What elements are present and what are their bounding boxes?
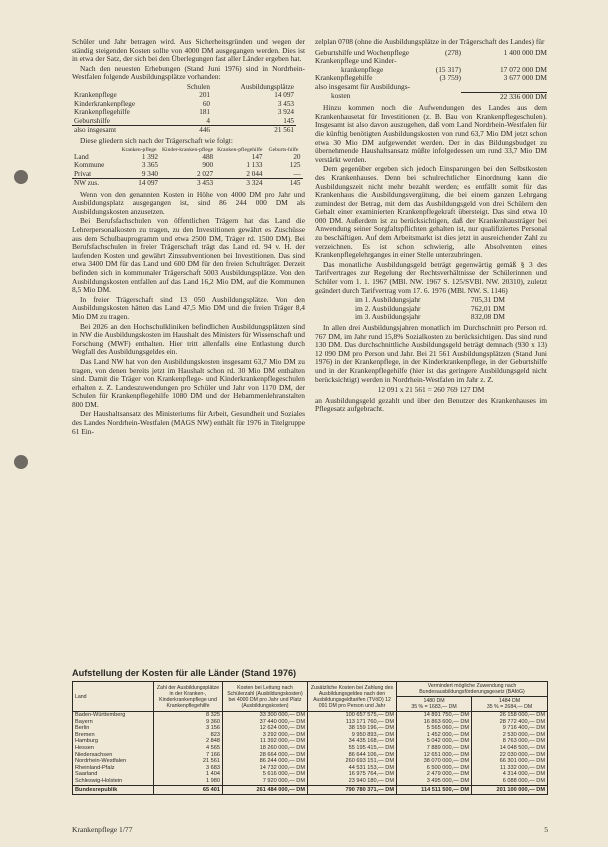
value-cell: 3 156 — [154, 725, 223, 732]
formula: 12 091 x 21 561 = 260 769 127 DM — [377, 385, 485, 395]
value-cell: 33 300 000,— DM — [223, 712, 308, 719]
table-cell: 3 453 — [160, 179, 215, 188]
value-cell: 100 657 575,— DM — [308, 712, 397, 719]
value-cell: 37 440 000,— DM — [223, 719, 308, 726]
journal-issue: Krankenpflege 1/77 — [72, 825, 133, 834]
punch-hole — [14, 170, 28, 184]
value-cell: 38 159 196,— DM — [308, 725, 397, 732]
table-cell: 181 — [199, 108, 210, 117]
value-cell: 9 716 400,— DM — [472, 725, 548, 732]
value-cell: 55 195 415,— DM — [308, 745, 397, 752]
land-cell: Schleswig-Holstein — [73, 778, 154, 785]
value-cell: 5 042 000,— DM — [397, 738, 472, 745]
table-cell: 60 — [202, 99, 210, 108]
punch-hole — [14, 455, 28, 469]
year-label: im 2. Ausbildungsjahr — [355, 303, 421, 313]
land-cell: Bundesrepublik — [73, 785, 154, 795]
value-cell: 2 479 000,— DM — [397, 771, 472, 778]
value-cell: 86 244 000,— DM — [223, 758, 308, 765]
value-cell: 9 950 893,— DM — [308, 732, 397, 739]
value-cell: 5 565 060,— DM — [397, 725, 472, 732]
paragraph: Nach den neuesten Erhebungen (Stand Juni 1976) sind in Nordrhein-Westfalen folgende Ausbildungsplätze vorhanden: — [72, 63, 305, 82]
table-row — [73, 771, 548, 778]
table-row — [72, 153, 303, 161]
table-header-cell: Geburts-hilfe — [268, 147, 299, 153]
year-value: 832,08 DM — [470, 312, 505, 322]
table-cell: 446 — [168, 126, 212, 135]
value-cell: 11 392 000,— DM — [223, 738, 308, 745]
paragraph: Schüler und Jahr betragen wird. Aus Sicherheitsgründen und wegen der ständig steigenden Kosten sollte von 4000 DM ausgegangen werden. Dies ist in etwa der Satz, der sich bei den Überlegungen fast aller Länder ergeben hat. — [72, 37, 305, 64]
table-subheader-cell — [472, 697, 548, 712]
year-value: 762,01 DM — [470, 303, 505, 313]
table-cell: NW zus. — [72, 179, 118, 188]
subheader-rate: 35 % = 1683,— DM — [411, 704, 457, 710]
table-header-cell: Kranken-pflege — [121, 147, 157, 153]
land-cell: Bayern — [73, 719, 154, 726]
value-cell: 65 401 — [154, 785, 223, 795]
value-cell: 5 616 000,— DM — [223, 771, 308, 778]
fund-value: 3 677 000 DM — [503, 73, 547, 83]
value-cell: 14 891 750,— DM — [397, 712, 472, 719]
value-cell: 823 — [154, 732, 223, 739]
value-cell: 8 763 000,— DM — [472, 738, 548, 745]
paragraph: Diese gliedern sich nach der Trägerschaft wie folgt: — [80, 136, 233, 146]
table-row — [72, 117, 296, 126]
value-cell: 6 088 000,— DM — [472, 778, 548, 785]
table-cell: 3 365 — [141, 161, 158, 170]
land-cell: Niedersachsen — [73, 752, 154, 759]
table-row — [72, 170, 303, 179]
value-cell: 7 889 000,— DM — [397, 745, 472, 752]
cost-table-body — [73, 712, 548, 795]
land-cell: Hessen — [73, 745, 154, 752]
value-cell: 18 260 000,— DM — [223, 745, 308, 752]
year-value: 705,31 DM — [470, 295, 505, 305]
value-cell: 6 500 000,— DM — [397, 765, 472, 772]
table-total-row — [72, 126, 296, 135]
land-cell: Hamburg — [73, 738, 154, 745]
value-cell: 113 171 760,— DM — [308, 719, 397, 726]
land-cell: Nordrhein-Westfalen — [73, 758, 154, 765]
training-places-table — [72, 83, 296, 134]
table-row — [72, 108, 296, 116]
fund-count: (3 759) — [439, 73, 461, 83]
fund-count: (15 317) — [435, 64, 461, 74]
page-number: 5 — [544, 825, 548, 834]
table-title: Aufstellung der Kosten für alle Länder (Stand 1976) — [72, 668, 297, 678]
paragraph: In allen drei Ausbildungsjahren monatlich im Durchschnitt pro Person rd. 767 DM, im Jahr rund 15,8% Sozialkosten zu berücksichtigen. Das sind rund 130 DM. Das durchschnittliche Ausbildungsgeld beträgt demnach (930 x 13) 12 090 DM pro Person und Jahr. Bei 21 561 Ausbildungsplätzen (Stand Juni 1976) in der Krankenpflege, in der Kinderkrankenpflege, in der Geburtshilfe und in der Krankenpflegehilfe (hier ist das geringere Ausbildungsgeld nicht berücksichtigt) werden in Nordrhein-Westfalen im Jahr z. Z. — [315, 323, 547, 384]
table-row — [73, 712, 548, 719]
table-cell: 125 — [289, 161, 301, 170]
value-cell: 23 940 180,— DM — [308, 778, 397, 785]
table-header-cell: Ausbildungsplätze — [240, 82, 294, 91]
fund-label: kosten — [331, 90, 351, 100]
table-cell: Kinderkrankenpflege — [74, 99, 136, 108]
table-cell: 3 453 — [277, 99, 294, 108]
paragraph: Dem gegenüber ergeben sich jedoch Einsparungen bei den Selbstkosten des Krankenhauses. Denn bei schulrechtlicher Einordnung kann die Ausbildungszeit nicht mehr bezahlt werden; es entfällt somit für das Krankenhaus die Ausbildungsvergütung, die bei einem ganzen Lehrgang zumindest der Betrag, mit dem das Ausbildungsgeld von drei Schülern den Gehalt einer examinierten Krankenpflegekraft übersteigt. Das sind etwa 10 000 DM. Außerdem ist zu berücksichtigen, daß der Krankenhausträger bei Anwendung seiner Sorgfaltspflichten gehalten ist, nur qualifiziertes Personal zu beschäftigen. Auf dem Arbeitsmarkt ist dies jetzt in ausreichender Zahl zu verzeichnen. Es ist schon schwierig, alle Absolventen eines Krankenpflegelehrganges in einer Stelle unterzubringen. — [315, 164, 547, 260]
paragraph: Wenn von den genannten Kosten in Höhe von 4000 DM pro Jahr und Ausbildungsplatz ausgegangen ist, sind 86 244 000 DM als Ausbildungskosten anzusetzen. — [72, 189, 305, 216]
table-cell: 14 097 — [274, 91, 294, 100]
table-subheader-cell — [397, 697, 472, 712]
paragraph: Hinzu kommen noch die Aufwendungen des Landes aus dem Krankenhausetat für Investitionen (z. B. Bau von Krankenpflegeschulen). Insgesamt ist also davon auszugehen, daß vom Land Nordrhein-Westfalen für die künftig benötigten Ausbildungskosten von rund 63,7 Mio DM jetzt schon etwa 30 Mio DM aufgewendet werden. Der in das Bildungsbudget zu übernehmende Haushaltsansatz müßte infolgedessen um rund 33,7 Mio DM verstärkt werden. — [315, 103, 547, 164]
value-cell: 26 158 000,— DM — [472, 712, 548, 719]
value-cell: 7 166 — [154, 752, 223, 759]
value-cell: 3 292 000,— DM — [223, 732, 308, 739]
right-column — [315, 38, 547, 415]
table-cell: — — [293, 169, 301, 178]
value-cell: 7 920 000,— DM — [223, 778, 308, 785]
table-cell: also insgesamt — [72, 126, 168, 135]
year-label: im 1. Ausbildungsjahr — [355, 295, 421, 305]
table-cell: 145 — [265, 179, 303, 188]
training-years-list — [355, 296, 505, 322]
table-header-cell: Kranken-pflegehilfe — [217, 147, 263, 153]
value-cell: 114 511 500,— DM — [397, 785, 472, 795]
paragraph: an Ausbildungsgeld gezahlt und über den Benutzer des Krankenhauses im Pflegesatz aufgebracht. — [315, 395, 547, 414]
land-cell: Rheinland-Pfalz — [73, 765, 154, 772]
cost-table — [72, 681, 548, 795]
value-cell: 260 693 151,— DM — [308, 758, 397, 765]
fund-value: 1 400 000 DM — [503, 47, 547, 57]
land-cell: Bremen — [73, 732, 154, 739]
table-row — [72, 91, 296, 99]
paragraph: Das Land NW hat von den Ausbildungskosten insgesamt 63,7 Mio DM zu tragen, von denen bereits jetzt im Haushalt schon rd. 30 Mio DM enthalten sind. Damit die Träger von Krankenpflege- und Kinderkrankenpflegeschulen erhalten z. Z. Landeszuwendungen pro Schüler und Jahr von 1170 DM, der Schulen für Krankenpflegehilfe 1080 DM und der Hebammenlehranstalten 800 DM. — [72, 356, 305, 409]
value-cell: 12 651 000,— DM — [397, 752, 472, 759]
table-row — [73, 758, 548, 765]
table-header-cell: Zahl der Ausbildungsplätze in der Kranken-, Kinderkrankenpflege und Krankenpflegehilfe — [154, 682, 223, 712]
table-header-cell: Land — [73, 682, 154, 712]
land-cell: Berlin — [73, 725, 154, 732]
table-cell: Kommune — [74, 161, 105, 170]
table-cell: Privat — [74, 169, 92, 178]
fund-label: Geburtshilfe und Wochenpflege — [315, 47, 410, 57]
table-cell: Krankenpflege — [74, 91, 117, 100]
subheader-rate: 35 % = 2684,— DM — [486, 704, 533, 710]
year-label: im 3. Ausbildungsjahr — [355, 312, 421, 322]
paragraph: Bei Berufsfachschulen von öffentlichen Trägern hat das Land die Lehrerpersonalkosten zu tragen, zu den Investitionen gewährt es Zuschüsse aus dem Schulbauprogramm und etwa 2500 DM, Träger rd. 1500 DM). Bei Berufsfachschulen in freier Trägerschaft trägt das Land rd. 94 v. H. der laufenden Kosten und gewährt Zinssubventionen bei Investitionen. Das sind etwa 3400 DM für das Land und 600 DM für den freien Schulträger. Derzeit befinden sich in kommunaler Trägerschaft 5003 Ausbildungsplätze. Von den Ausbildungskosten entfallen auf das Land 16,2 Mio DM, auf die Kommunen 8,5 Mio DM. — [72, 216, 305, 295]
value-cell: 1 452 000,— DM — [397, 732, 472, 739]
table-row — [73, 778, 548, 785]
fund-count: (278) — [444, 47, 461, 57]
table-cell: 1 133 — [246, 161, 263, 170]
page-footer — [72, 825, 548, 834]
table-cell: 488 — [202, 153, 214, 161]
table-row — [73, 719, 548, 726]
value-cell: 2 848 — [154, 738, 223, 745]
value-cell: 1 980 — [154, 778, 223, 785]
table-cell: 147 — [251, 153, 263, 161]
value-cell: 38 070 000,— DM — [397, 758, 472, 765]
funds-list — [315, 49, 547, 102]
table-cell: 2 027 — [196, 169, 214, 178]
value-cell: 86 644 106,— DM — [308, 752, 397, 759]
table-header-cell: Kosten bei Leitung nach Schülerzahl (Ausbildungskosten) bei 4000 DM pro Jahr und Platz (Ausbildungskosten) — [223, 682, 308, 712]
table-cell: 2 044 — [246, 169, 263, 178]
value-cell: 16 863 600,— DM — [397, 719, 472, 726]
table-cell: 3 924 — [277, 108, 294, 117]
subheader-amount: 1480 DM — [423, 698, 445, 704]
table-total-row — [73, 785, 548, 795]
fund-label: also insgesamt für Ausbildungs- — [315, 81, 411, 91]
table-row — [73, 738, 548, 745]
paragraph: zelplan 0708 (ohne die Ausbildungsplätze in der Trägerschaft des Landes) für — [315, 37, 545, 46]
sponsorship-table — [72, 147, 303, 188]
table-cell: 3 324 — [215, 179, 264, 188]
table-row — [73, 732, 548, 739]
value-cell: 28 772 400,— DM — [472, 719, 548, 726]
value-cell: 44 531 153,— DM — [308, 765, 397, 772]
table-cell: Land — [74, 153, 89, 161]
table-cell: 1 392 — [141, 153, 158, 161]
fund-total-value: 22 336 000 DM — [461, 92, 547, 102]
value-cell: 201 100 000,— DM — [472, 785, 548, 795]
table-header-cell: Zusätzliche Kosten bei Zahlung des Ausbildungsgeldes nach den Ausbildungsgeldtarifen (TVöD) 12 091 DM pro Person und Jahr — [308, 682, 397, 712]
value-cell: 28 664 000,— DM — [223, 752, 308, 759]
value-cell: 22 030 000,— DM — [472, 752, 548, 759]
table-cell: 20 — [293, 153, 301, 161]
table-header-cell: Schulen — [186, 82, 210, 91]
value-cell: 34 435 168,— DM — [308, 738, 397, 745]
value-cell: 4 314 000,— DM — [472, 771, 548, 778]
value-cell: 2 530 000,— DM — [472, 732, 548, 739]
table-header-cell: Kinder-kranken-pflege — [162, 147, 214, 153]
left-column — [72, 38, 305, 437]
paragraph: Bei 2026 an den Hochschulkliniken befindlichen Ausbildungsplätzen sind in NW die Ausbildungskosten im Haushalt des Ministers für Wissenschaft und Forschung (MWF) enthalten. Hier tritt allenfalls eine Entlastung durch Wegfall des Ausbildungsgeldes ein. — [72, 321, 305, 357]
fund-value — [461, 83, 547, 92]
table-row — [72, 161, 303, 169]
table-cell: 14 097 — [118, 179, 160, 188]
value-cell: 261 484 000,— DM — [223, 785, 308, 795]
table-cell: Krankenpflegehilfe — [74, 108, 130, 117]
table-header-cell — [72, 83, 168, 91]
paragraph: In freier Trägerschaft sind 13 050 Ausbildungsplätze. Von den Ausbildungskosten hätten das Land 47,5 Mio DM und die freien Träger 8,4 Mio DM zu tragen. — [72, 294, 305, 321]
table-header-cell: Vermindert mögliche Zuwendung nach Bundesausbildungsförderungsgesetz (BAföG) — [397, 682, 548, 697]
fund-label: Krankenpflege und Kinder- — [315, 56, 397, 66]
table-cell: 201 — [199, 91, 210, 100]
table-cell: 145 — [283, 116, 294, 125]
fund-label: krankenpflege — [341, 64, 384, 74]
value-cell: 8 325 — [154, 712, 223, 719]
table-cell: Geburtshilfe — [74, 116, 110, 125]
value-cell: 1 404 — [154, 771, 223, 778]
table-row — [73, 765, 548, 772]
paragraph: Das monatliche Ausbildungsgeld beträgt gegenwärtig gemäß § 3 des Tarifvertrages zur Regelung der Rechtsverhältnisse der Schülerinnen und Schüler vom 1. 1. 1967 (MBl. NW. 1967 S. 125/SVBl. NW. 20310), zuletzt geändert durch Tarifvertrag vom 17. 6. 1976 (MBl. NW. S. 1146) — [315, 259, 547, 295]
cost-table-section — [72, 668, 548, 795]
fund-value: 17 072 000 DM — [499, 64, 547, 74]
year-row — [355, 313, 505, 322]
subheader-amount: 1484 DM — [498, 698, 521, 704]
value-cell: 3 495 000,— DM — [397, 778, 472, 785]
table-cell: 21 561 — [212, 126, 296, 135]
fund-count — [427, 92, 461, 102]
value-cell: 66 301 000,— DM — [472, 758, 548, 765]
value-cell: 14 732 000,— DM — [223, 765, 308, 772]
paragraph: Der Haushaltsansatz des Ministeriums für Arbeit, Gesundheit und Soziales des Landes Nordrhein-Westfalen (MAGS NW) enthält für 1976 in Titelgruppe 61 Ein- — [72, 409, 305, 436]
value-cell: 21 561 — [154, 758, 223, 765]
fund-count — [427, 83, 461, 92]
table-row — [73, 752, 548, 759]
value-cell: 4 565 — [154, 745, 223, 752]
table-cell: 9 340 — [141, 169, 158, 178]
table-row — [72, 100, 296, 108]
table-row — [73, 725, 548, 732]
value-cell: 9 360 — [154, 719, 223, 726]
table-total-row — [72, 179, 303, 188]
value-cell: 11 332 000,— DM — [472, 765, 548, 772]
value-cell: 14 048 500,— DM — [472, 745, 548, 752]
table-cell: 900 — [202, 161, 214, 170]
land-cell: Baden-Württemberg — [73, 712, 154, 719]
value-cell: 790 780 371,— DM — [308, 785, 397, 795]
fund-label: Krankenpflegehilfe — [315, 73, 373, 83]
table-row — [73, 745, 548, 752]
table-cell: 4 — [206, 116, 210, 125]
value-cell: 3 683 — [154, 765, 223, 772]
fund-total-row — [315, 92, 547, 102]
land-cell: Saarland — [73, 771, 154, 778]
value-cell: 16 975 764,— DM — [308, 771, 397, 778]
value-cell: 12 624 000,— DM — [223, 725, 308, 732]
